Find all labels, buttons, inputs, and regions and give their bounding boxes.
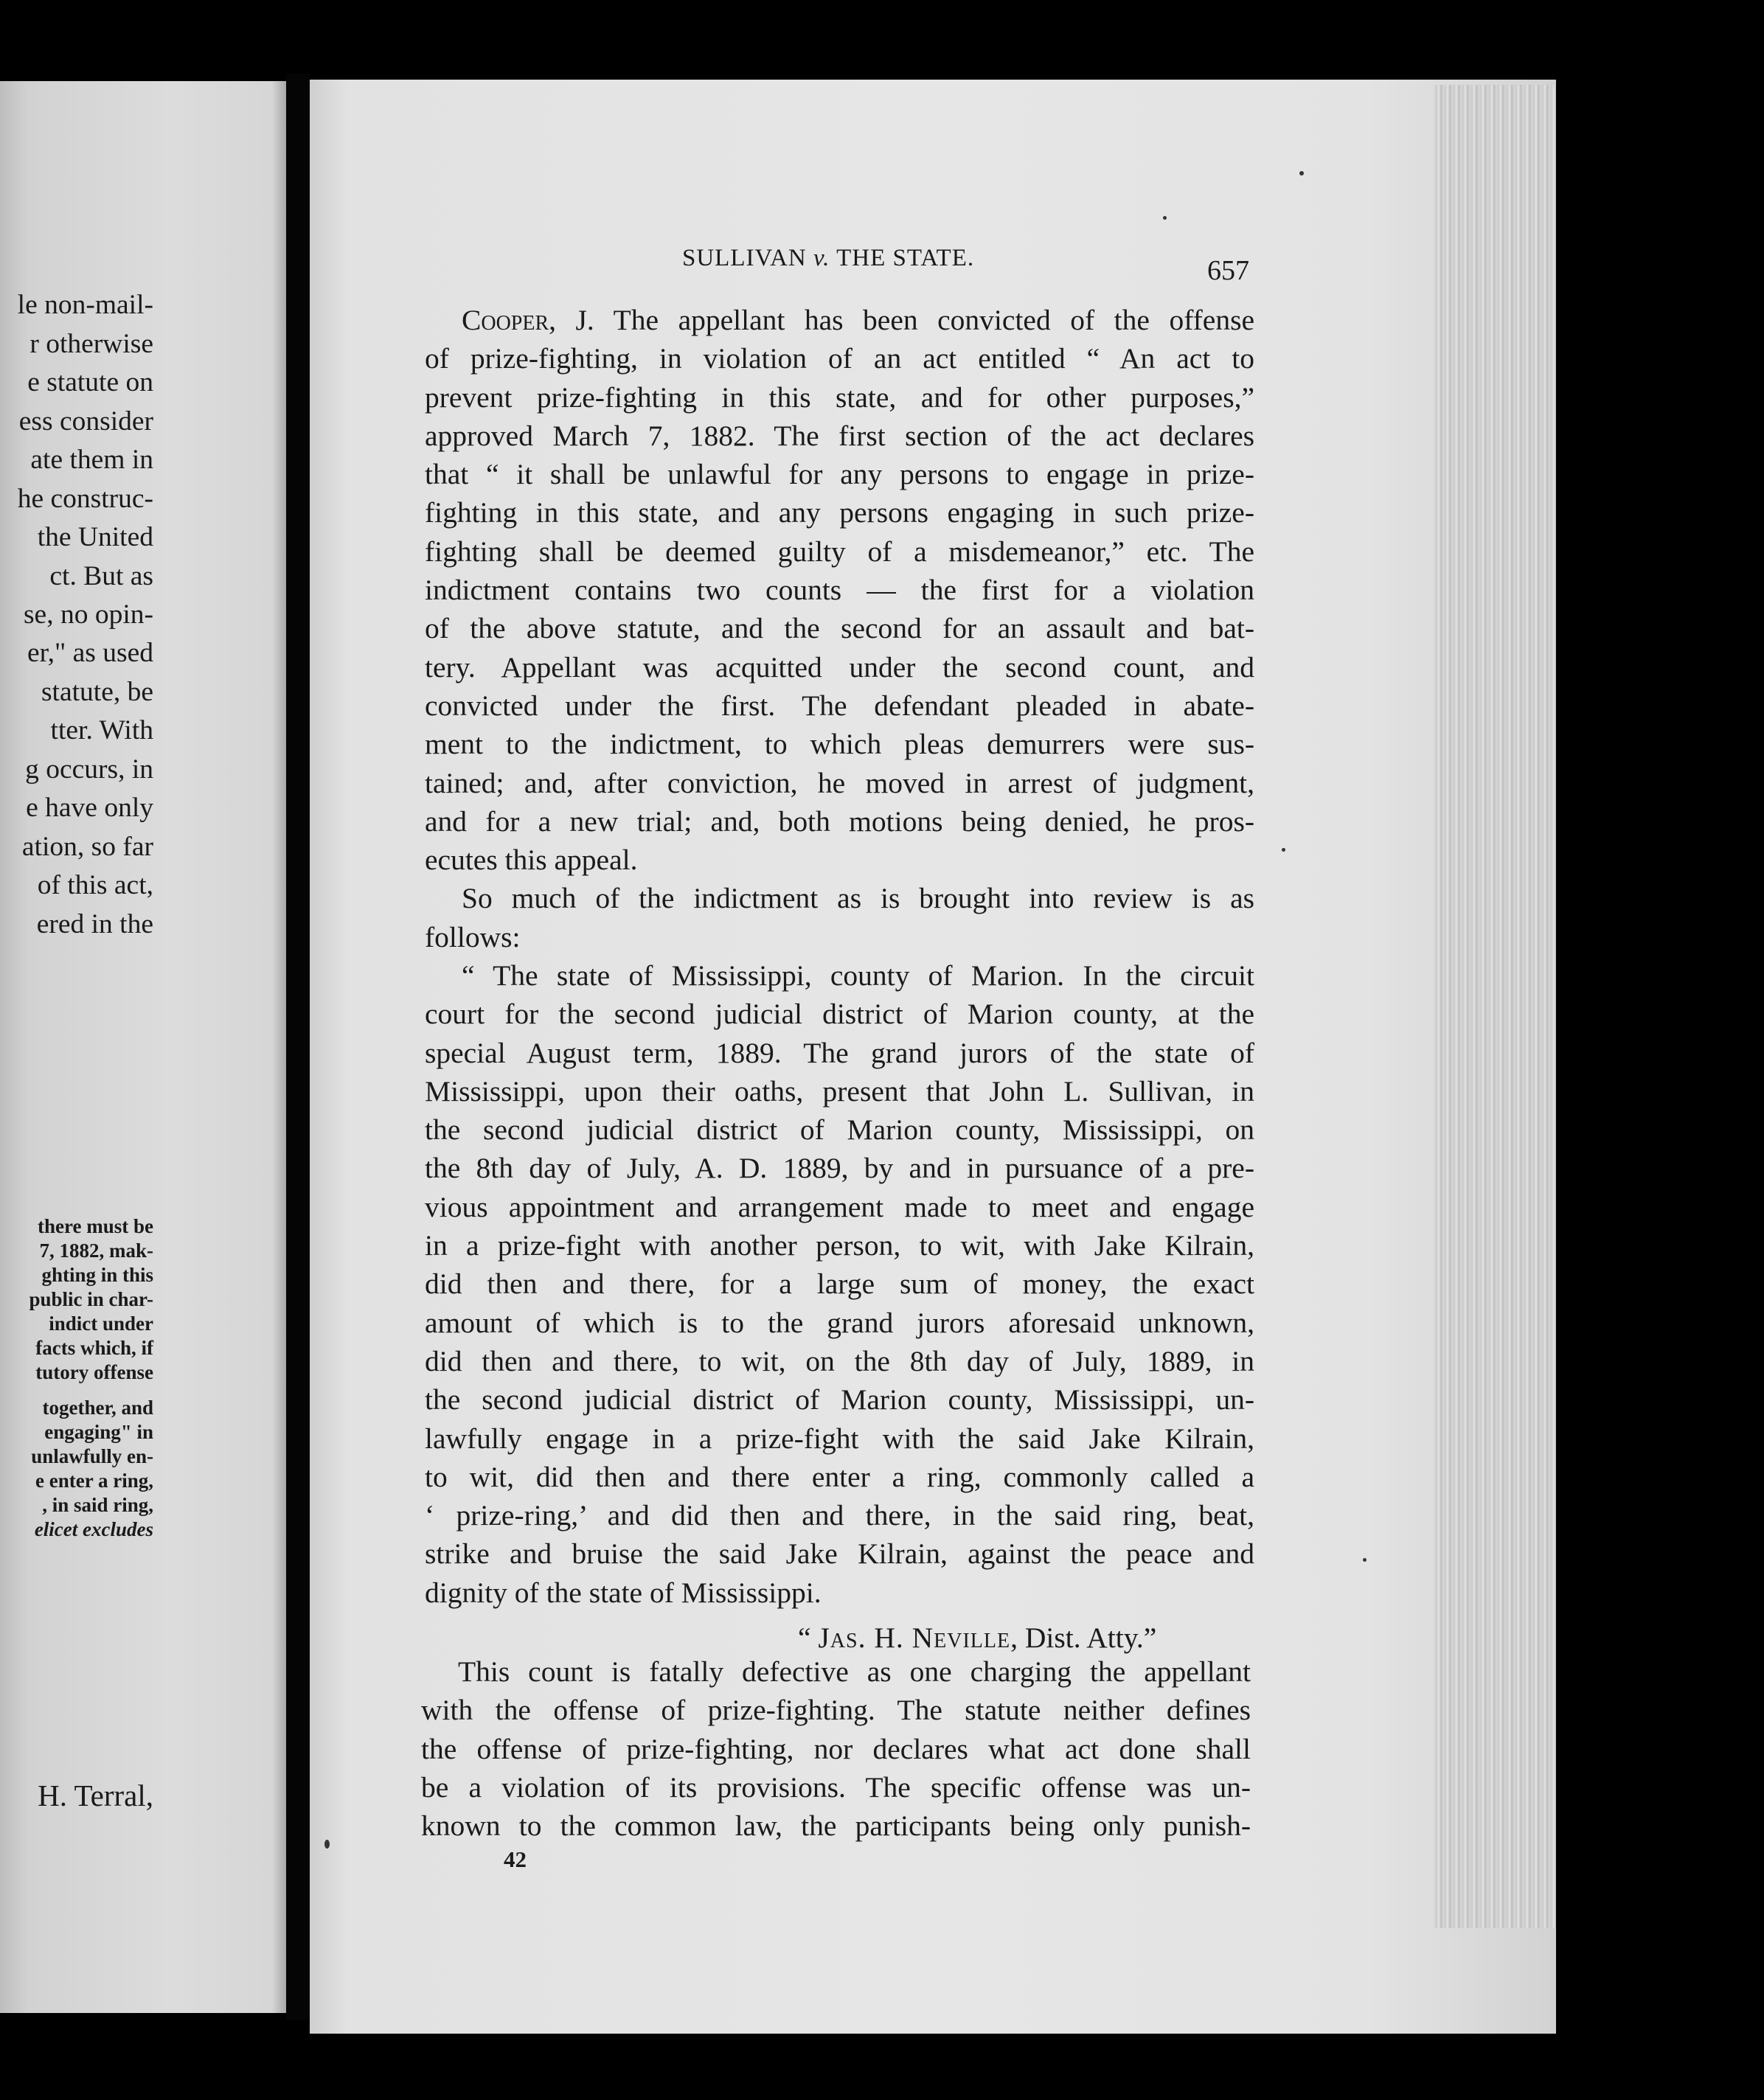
previous-page-footnote-line: indict under xyxy=(49,1312,153,1335)
text-line: strike and bruise the said Jake Kilrain, against the peace and xyxy=(425,1537,1254,1571)
text-line: to wit, did then and there enter a ring, commonly called a xyxy=(425,1460,1254,1493)
previous-page-line: er," as used xyxy=(27,638,153,668)
text-line xyxy=(425,301,1254,339)
judge-name: Cooper, J. xyxy=(462,304,594,336)
previous-page-line: g occurs, in xyxy=(25,754,153,785)
previous-page-line: le non-mail- xyxy=(17,290,153,320)
text-line: convicted under the first. The defendant pleaded in abate- xyxy=(425,689,1254,722)
text-line: the second judicial district of Marion county, Mississippi, on xyxy=(425,1113,1254,1147)
running-head-v: v. xyxy=(813,245,830,271)
text-line: “ The state of Mississippi, county of Marion. In the circuit xyxy=(462,959,1254,992)
text-line: did then and there, to wit, on the 8th day of July, 1889, in xyxy=(425,1344,1254,1377)
page-number: 657 xyxy=(1207,255,1249,286)
opinion-paragraph-1 xyxy=(425,301,1254,956)
running-head xyxy=(682,245,974,272)
indictment-quote xyxy=(425,956,1254,1612)
text-line: of the above statute, and the second for an assault and bat- xyxy=(425,612,1254,645)
running-head-right: THE STATE. xyxy=(830,245,975,271)
previous-page-line: ate them in xyxy=(30,445,153,475)
text-line: tained; and, after conviction, he moved in arrest of judgment, xyxy=(425,766,1254,799)
previous-page-line: ered in the xyxy=(36,909,153,939)
previous-page-line: se, no opin- xyxy=(23,599,153,630)
scan-speck xyxy=(1299,171,1304,175)
text-line: indictment contains two counts — the first for a violation xyxy=(425,574,1254,607)
text-line: be a violation of its provisions. The specific offense was un- xyxy=(421,1770,1251,1804)
previous-page-footnote-line: tutory offense xyxy=(35,1361,153,1383)
book-gutter xyxy=(286,74,310,2020)
previous-page-line: he construc- xyxy=(17,484,153,514)
previous-page-footnote-line: public in char- xyxy=(29,1288,153,1310)
prosecutor-signature xyxy=(798,1621,1156,1655)
previous-page-footnote-line: e enter a ring, xyxy=(35,1470,153,1492)
text-line: fighting shall be deemed guilty of a misdemeanor,” etc. The xyxy=(425,535,1254,568)
signature-name: Jas. H. Neville xyxy=(818,1621,1011,1654)
text-line: prevent prize-fighting in this state, and for other purposes,” xyxy=(425,380,1254,414)
text-line: This count is fatally defective as one charging the appellant xyxy=(458,1655,1251,1688)
text-line: Mississippi, upon their oaths, present that John L. Sullivan, in xyxy=(425,1074,1254,1108)
text-line: of prize-fighting, in violation of an act entitled “ An act to xyxy=(425,342,1254,375)
previous-page-line: e statute on xyxy=(27,367,153,397)
text-line: the offense of prize-fighting, nor declares what act done shall xyxy=(421,1732,1251,1765)
signature-open-quote: “ xyxy=(798,1621,819,1654)
previous-page-footnote-line: elicet excludes xyxy=(34,1518,153,1540)
signature-title: , Dist. Atty.” xyxy=(1010,1621,1157,1654)
previous-page-footnote-line: together, and xyxy=(42,1397,153,1419)
text-line: tery. Appellant was acquitted under the second count, and xyxy=(425,650,1254,684)
previous-page-line: ation, so far xyxy=(21,832,153,862)
text-line: vious appointment and arrangement made to meet and engage xyxy=(425,1190,1254,1223)
previous-page-line: ct. But as xyxy=(49,561,153,591)
text-line: ecutes this appeal. xyxy=(425,844,638,877)
previous-page-line: ess consider xyxy=(18,406,153,437)
previous-page-footnote-line: there must be xyxy=(38,1215,153,1237)
previous-page-line: r otherwise xyxy=(29,329,153,359)
text-line: that “ it shall be unlawful for any persons to engage in prize- xyxy=(425,458,1254,491)
text-line: court for the second judicial district of Marion county, at the xyxy=(425,998,1254,1031)
previous-page-footnote-line: unlawfully en- xyxy=(31,1445,153,1467)
previous-page-line: the United xyxy=(37,522,153,552)
previous-page-line: tter. With xyxy=(50,715,153,745)
scan-speck xyxy=(1282,848,1285,852)
text-line: the second judicial district of Marion county, Mississippi, un- xyxy=(425,1383,1254,1416)
text-line: ‘ prize-ring,’ and did then and there, in the said ring, beat, xyxy=(425,1499,1254,1532)
previous-page-line: of this act, xyxy=(37,870,153,900)
previous-page-line: statute, be xyxy=(41,677,153,707)
text-line: dignity of the state of Mississippi. xyxy=(425,1576,822,1609)
running-head-left: SULLIVAN xyxy=(682,245,813,271)
text-line: fighting in this state, and any persons engaging in such prize- xyxy=(425,496,1254,529)
text-line: special August term, 1889. The grand jurors of the state of xyxy=(425,1036,1254,1069)
text-line: the 8th day of July, A. D. 1889, by and in pursuance of a pre- xyxy=(425,1152,1254,1185)
text-line: with the offense of prize-fighting. The statute neither defines xyxy=(421,1694,1251,1727)
scan-speck xyxy=(1163,216,1167,220)
previous-page-footnote-line: ghting in this xyxy=(41,1264,153,1286)
text-line-content: The appellant has been convicted of the offense xyxy=(594,304,1254,336)
text-line: So much of the indictment as is brought into review is as xyxy=(462,882,1254,915)
previous-page-footnote-line: 7, 1882, mak- xyxy=(39,1240,153,1262)
signature-mark: 42 xyxy=(504,1846,527,1872)
page-edges xyxy=(1434,85,1556,1928)
text-line: ment to the indictment, to which pleas demurrers were sus- xyxy=(425,728,1254,761)
text-line: approved March 7, 1882. The first section of the act declares xyxy=(425,419,1254,452)
previous-page-signature: H. Terral, xyxy=(38,1779,153,1812)
opinion-paragraph-3 xyxy=(421,1652,1251,1845)
scan-speck xyxy=(324,1840,330,1849)
text-line: amount of which is to the grand jurors aforesaid unknown, xyxy=(425,1306,1254,1339)
text-line: follows: xyxy=(425,920,521,953)
previous-page-fragment xyxy=(0,81,286,2013)
previous-page-footnote-line: engaging" in xyxy=(44,1421,153,1443)
previous-page-line: e have only xyxy=(26,793,153,823)
text-line: and for a new trial; and, both motions being denied, he pros- xyxy=(425,804,1254,838)
text-line: known to the common law, the participants being only punish- xyxy=(421,1809,1251,1843)
text-line: lawfully engage in a prize-fight with the said Jake Kilrain, xyxy=(425,1422,1254,1455)
text-line: did then and there, for a large sum of money, the exact xyxy=(425,1268,1254,1301)
previous-page-footnote-line: , in said ring, xyxy=(42,1494,153,1516)
scan-speck xyxy=(1363,1558,1367,1562)
previous-page-footnote-line: facts which, if xyxy=(35,1337,153,1359)
text-line: in a prize-fight with another person, to wit, with Jake Kilrain, xyxy=(425,1229,1254,1262)
